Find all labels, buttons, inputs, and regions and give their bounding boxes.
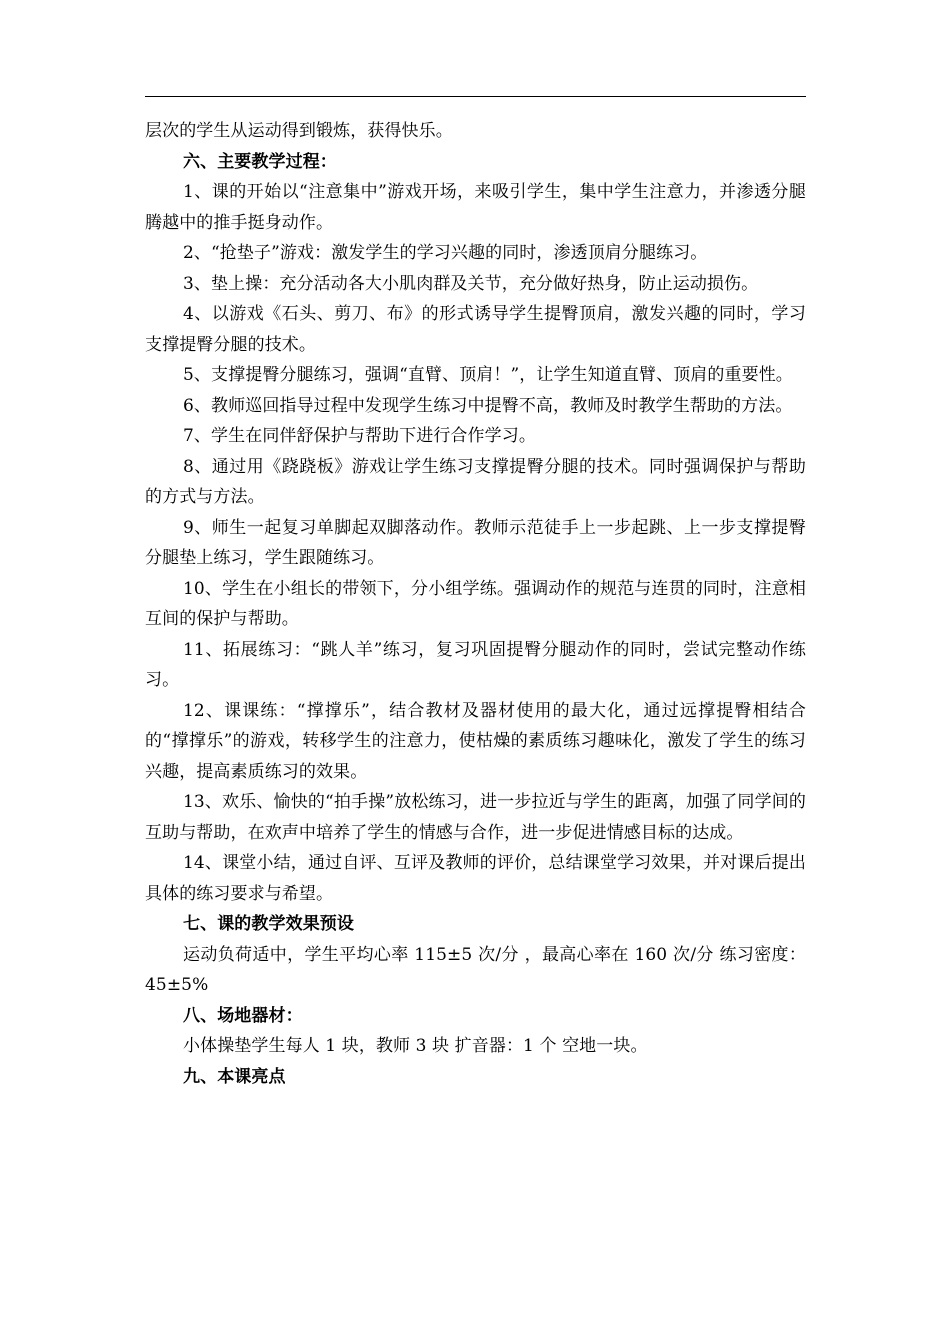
venue-equipment-text: 小体操垫学生每人 1 块，教师 3 块 扩音器：1 个 空地一块。 — [183, 1036, 648, 1056]
process-step-9: 9、师生一起复习单脚起双脚落动作。教师示范徒手上一步起跳、上一步支撑提臀分腿垫上练习，学生跟随练习。 — [145, 517, 806, 568]
section-heading-venue-equipment: 八、场地器材： — [183, 1005, 303, 1026]
process-step-3: 3、垫上操：充分活动各大小肌肉群及关节，充分做好热身，防止运动损伤。 — [183, 273, 759, 294]
section-heading-expected-effect: 七、课的教学效果预设 — [183, 914, 354, 934]
process-step-7: 7、学生在同伴舒保护与帮助下进行合作学习。 — [183, 426, 536, 446]
paragraph-continuation: 层次的学生从运动得到锻炼，获得快乐。 — [145, 121, 453, 141]
expected-effect-text: 运动负荷适中，学生平均心率 115±5 次/分 ，最高心率在 160 次/分 练习密度：45±5% — [145, 944, 806, 995]
document-body — [145, 116, 806, 1092]
process-step-4: 4、以游戏《石头、剪刀、布》的形式诱导学生提臀顶肩，激发兴趣的同时，学习支撑提臀分腿的技术。 — [145, 304, 806, 355]
header-rule — [145, 96, 806, 97]
process-step-12: 12、课课练：“撑撑乐”，结合教材及器材使用的最大化，通过远撑提臀相结合的“撑撑乐”的游戏，转移学生的注意力，使枯燥的素质练习趣味化，激发了学生的练习兴趣，提高素质练习的效果。 — [145, 700, 806, 782]
process-step-2: 2、“抢垫子”游戏：激发学生的学习兴趣的同时，渗透顶肩分腿练习。 — [183, 243, 708, 263]
section-heading-teaching-process: 六、主要教学过程： — [183, 151, 337, 172]
process-step-10: 10、学生在小组长的带领下，分小组学练。强调动作的规范与连贯的同时，注意相互间的保护与帮助。 — [145, 578, 806, 629]
section-heading-highlights: 九、本课亮点 — [183, 1066, 286, 1087]
process-step-5: 5、支撑提臀分腿练习，强调“直臂、顶肩！”，让学生知道直臂、顶肩的重要性。 — [183, 365, 793, 385]
process-step-11: 11、拓展练习：“跳人羊”练习，复习巩固提臀分腿动作的同时，尝试完整动作练习。 — [145, 639, 806, 690]
process-step-8: 8、通过用《跷跷板》游戏让学生练习支撑提臀分腿的技术。同时强调保护与帮助的方式与方法。 — [145, 456, 806, 507]
process-step-1: 1、课的开始以“注意集中”游戏开场，来吸引学生，集中学生注意力，并渗透分腿腾越中的推手挺身动作。 — [145, 182, 806, 233]
process-step-13: 13、欢乐、愉快的“拍手操”放松练习，进一步拉近与学生的距离，加强了同学间的互助与帮助，在欢声中培养了学生的情感与合作，进一步促进情感目标的达成。 — [145, 792, 806, 843]
process-step-6: 6、教师巡回指导过程中发现学生练习中提臀不高，教师及时教学生帮助的方法。 — [183, 395, 793, 416]
process-step-14: 14、课堂小结，通过自评、互评及教师的评价，总结课堂学习效果，并对课后提出具体的练习要求与希望。 — [145, 853, 806, 904]
